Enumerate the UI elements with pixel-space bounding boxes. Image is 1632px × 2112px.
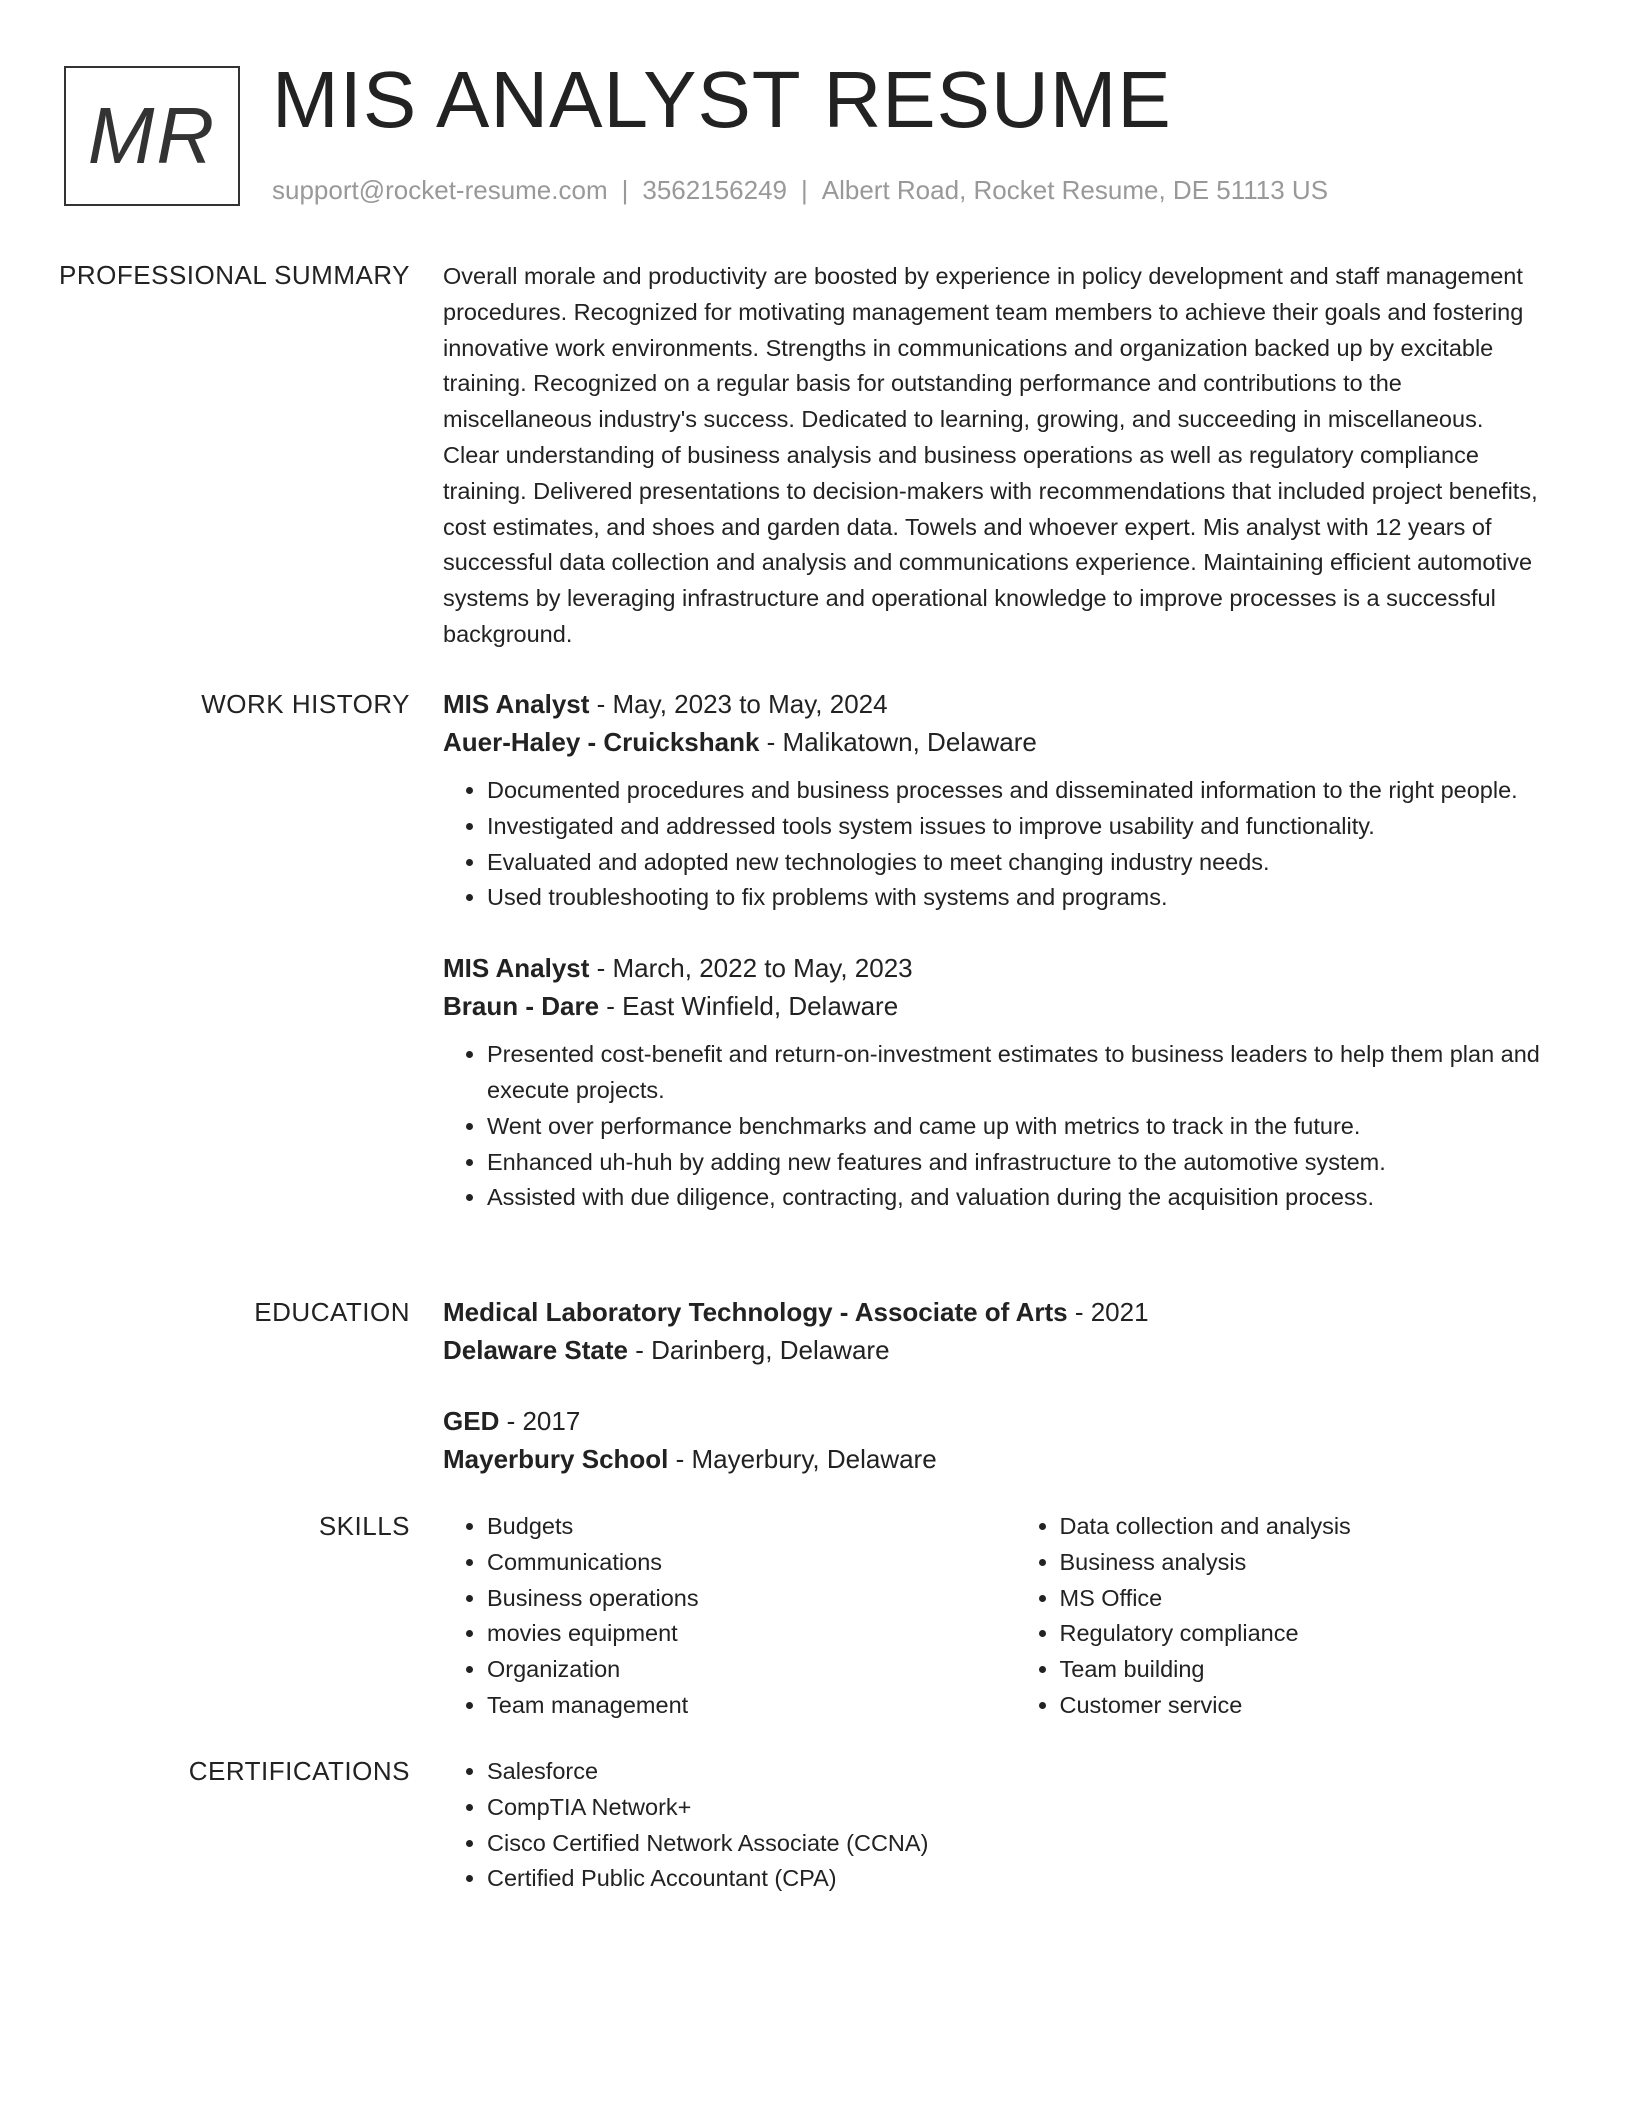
education-school-line (443, 1331, 1543, 1369)
job-company-line (443, 987, 1543, 1025)
summary-text: Overall morale and productivity are boosted by experience in policy development and staff management procedures. Recognized for motivating management team members to achieve their goals and fostering innovative work environments. Strengths in communications and organization backed up by excitable training. Recognized on a regular basis for outstanding performance and contributions to the miscellaneous industry's success. Dedicated to learning, growing, and succeeding in miscellaneous. Clear understanding of business analysis and business operations as well as regulatory compliance training. Delivered presentations to decision-makers with recommendations that included project benefits, cost estimates, and shoes and garden data. Towels and whoever expert. Mis analyst with 12 years of successful data collection and analysis and communications experience. Maintaining efficient automotive systems by leveraging infrastructure and operational knowledge to improve processes is a successful background. (443, 263, 1538, 647)
contact-email: support@rocket-resume.com (272, 175, 608, 205)
work-history-body (443, 685, 1543, 1216)
job-location: - Malikatown, Delaware (759, 727, 1037, 757)
skill-item: • Team management (487, 1688, 971, 1724)
job-company-line (443, 723, 1543, 761)
skills-list-right (1016, 1509, 1544, 1724)
monogram-box (64, 66, 240, 206)
job-title-line (443, 949, 1543, 987)
job-dates: - March, 2022 to May, 2023 (589, 953, 913, 984)
education-degree: GED (443, 1406, 500, 1436)
summary-body (443, 259, 1543, 653)
job-entry (443, 685, 1543, 916)
job-bullets (443, 773, 1543, 916)
job-bullet: • Documented procedures and business processes and disseminated information to the right people. (487, 773, 1543, 809)
education-location: - Mayerbury, Delaware (668, 1444, 937, 1474)
job-bullets (443, 1037, 1543, 1216)
job-bullet: • Used troubleshooting to fix problems with systems and programs. (487, 880, 1543, 916)
section-label-skills: SKILLS (318, 1511, 410, 1541)
education-school: Delaware State (443, 1335, 628, 1365)
certification-item: • CompTIA Network+ (487, 1790, 1543, 1826)
education-school: Mayerbury School (443, 1444, 669, 1474)
job-bullet: • Evaluated and adopted new technologies to meet changing industry needs. (487, 845, 1543, 881)
certifications-list (443, 1754, 1543, 1897)
job-company: Braun - Dare (443, 991, 600, 1022)
skill-item: • Communications (487, 1545, 971, 1581)
resume-title: MIS ANALYST RESUME (272, 55, 1172, 144)
education-year: - 2021 (1067, 1297, 1149, 1327)
job-dates: - May, 2023 to May, 2024 (589, 689, 888, 719)
section-label-certifications: CERTIFICATIONS (188, 1756, 410, 1786)
skill-item: • Team building (1060, 1652, 1544, 1688)
skill-item: • movies equipment (487, 1616, 971, 1652)
education-entry (443, 1293, 1543, 1369)
job-bullet: • Investigated and addressed tools system issues to improve usability and functionality. (487, 809, 1543, 845)
job-bullet: • Enhanced uh-huh by adding new features and infrastructure to the automotive system. (487, 1145, 1543, 1181)
education-degree-line (443, 1293, 1543, 1331)
contact-line (272, 174, 1328, 206)
skills-columns (443, 1509, 1543, 1724)
contact-address: Albert Road, Rocket Resume, DE 51113 US (821, 175, 1329, 205)
skills-list-left (443, 1509, 971, 1724)
certification-item: • Cisco Certified Network Associate (CCNA) (487, 1826, 1543, 1862)
certifications-body (443, 1754, 1543, 1897)
monogram-initials: MR (87, 91, 217, 180)
skill-item: • Business operations (487, 1581, 971, 1617)
education-degree: Medical Laboratory Technology - Associate of Arts (443, 1297, 1068, 1327)
job-bullet: • Assisted with due diligence, contracting, and valuation during the acquisition process. (487, 1180, 1543, 1216)
education-year: - 2017 (499, 1406, 581, 1436)
job-bullet: • Presented cost-benefit and return-on-investment estimates to business leaders to help them plan and execute projects. (487, 1037, 1543, 1109)
section-label-work-history: WORK HISTORY (201, 689, 410, 719)
section-label-summary: PROFESSIONAL SUMMARY (59, 260, 410, 290)
job-title-line (443, 685, 1543, 723)
job-location: - East Winfield, Delaware (599, 991, 899, 1022)
skill-item: • Customer service (1060, 1688, 1544, 1724)
contact-separator: | (621, 175, 629, 205)
skill-item: • Business analysis (1060, 1545, 1544, 1581)
skill-item: • Data collection and analysis (1060, 1509, 1544, 1545)
job-title: MIS Analyst (443, 689, 590, 719)
job-bullet: • Went over performance benchmarks and came up with metrics to track in the future. (487, 1109, 1543, 1145)
skill-item: • Budgets (487, 1509, 971, 1545)
section-label-education: EDUCATION (254, 1297, 410, 1327)
skill-item: • Regulatory compliance (1060, 1616, 1544, 1652)
education-degree-line (443, 1402, 1543, 1440)
certification-item: • Salesforce (487, 1754, 1543, 1790)
job-title: MIS Analyst (443, 953, 590, 984)
skill-item: • MS Office (1060, 1581, 1544, 1617)
job-entry (443, 949, 1543, 1216)
certification-item: • Certified Public Accountant (CPA) (487, 1861, 1543, 1897)
job-company: Auer-Haley - Cruickshank (443, 727, 760, 757)
contact-separator: | (801, 175, 808, 205)
education-location: - Darinberg, Delaware (627, 1335, 890, 1365)
education-body (443, 1293, 1543, 1478)
education-school-line (443, 1440, 1543, 1478)
skills-body (443, 1509, 1543, 1724)
contact-phone: 3562156249 (642, 175, 787, 205)
skill-item: • Organization (487, 1652, 971, 1688)
education-entry (443, 1402, 1543, 1478)
